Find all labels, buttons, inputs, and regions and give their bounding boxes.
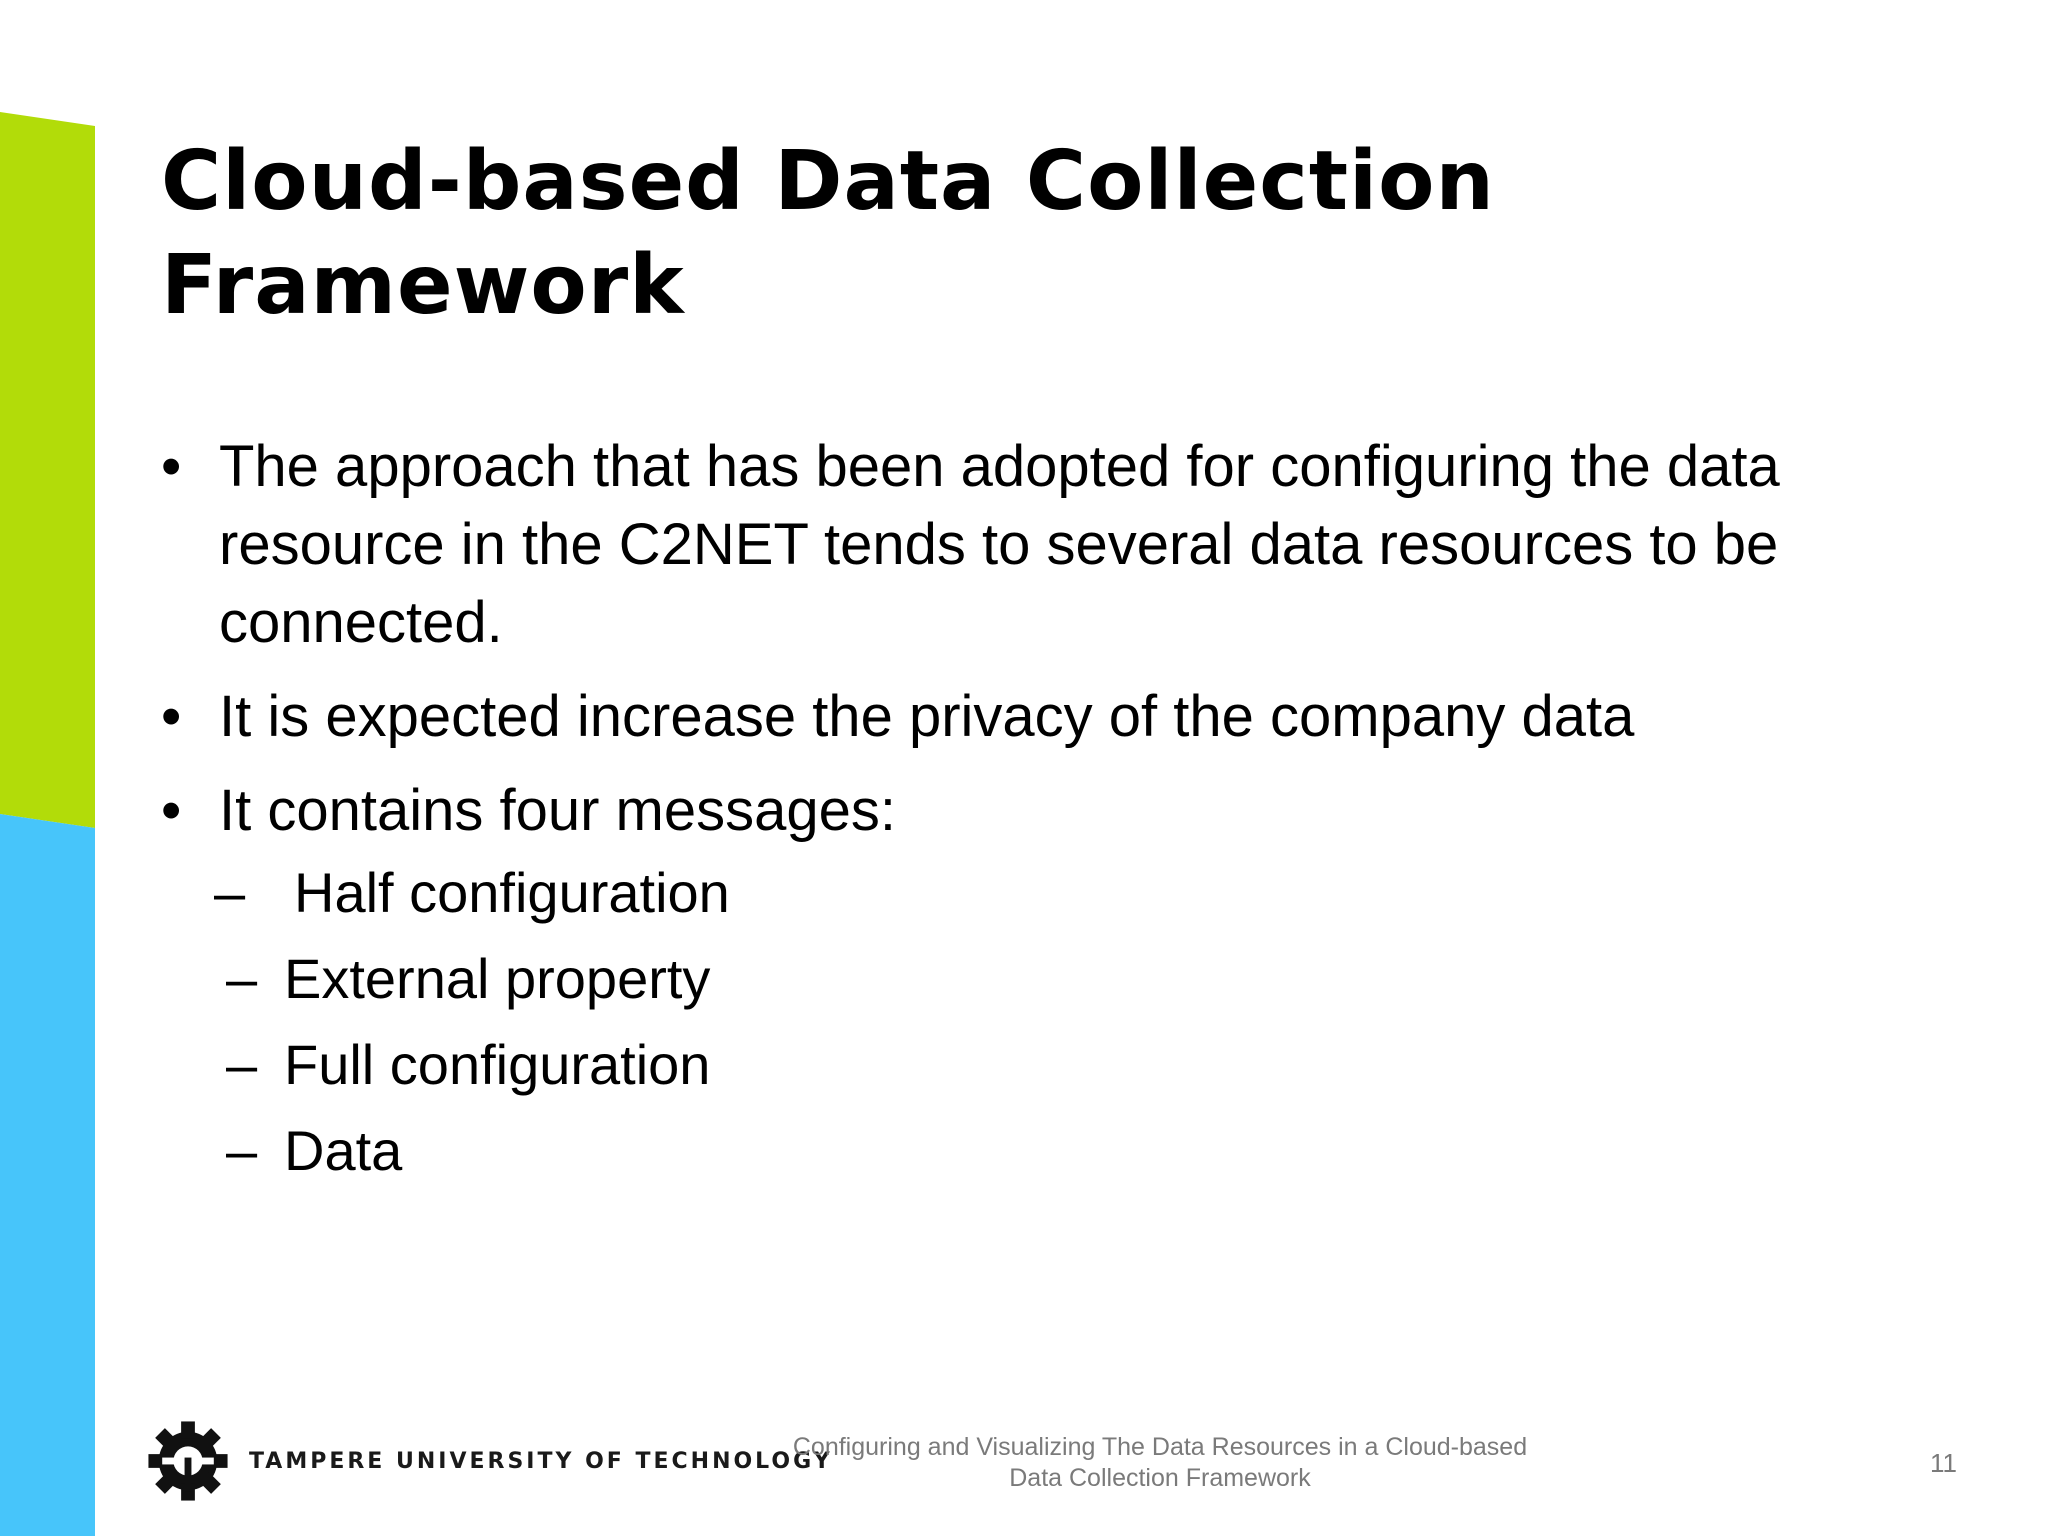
bullet-text: It contains four messages: <box>219 778 896 843</box>
sub-bullet-item <box>226 1022 742 1108</box>
sub-bullet-list <box>214 850 742 1194</box>
page-number: 11 <box>1930 1448 1957 1478</box>
side-accent-bar <box>0 0 95 1536</box>
university-logo <box>145 1418 833 1504</box>
bullet-marker: • <box>161 434 182 499</box>
bullet-text: The approach that has been adopted for configuring the data resource in the C2NET tends to several data resources to be connected. <box>219 434 1780 655</box>
sub-bullet-item <box>226 1108 742 1194</box>
bullet-marker: • <box>161 778 182 843</box>
blue-accent-stripe <box>0 814 95 1536</box>
sub-bullet-text: Half configuration <box>294 861 730 924</box>
bullet-list <box>161 428 1981 866</box>
bullet-text: It is expected increase the privacy of the company data <box>219 684 1635 749</box>
sub-bullet-marker: – <box>226 1033 258 1096</box>
green-accent-stripe <box>0 112 95 828</box>
sub-bullet-item <box>214 850 730 936</box>
bullet-item <box>161 678 1981 756</box>
bullet-item <box>161 428 1981 662</box>
gear-icon <box>145 1418 231 1504</box>
university-name: TAMPERE UNIVERSITY OF TECHNOLOGY <box>249 1448 833 1474</box>
sub-bullet-text: External property <box>284 947 711 1010</box>
slide-title-line-2: Framework <box>161 238 685 333</box>
sub-bullet-marker: – <box>226 947 258 1010</box>
bullet-marker: • <box>161 684 182 749</box>
sub-bullet-item <box>226 936 742 1022</box>
slide-title <box>161 130 1861 338</box>
sub-bullet-text: Data <box>284 1119 403 1182</box>
bullet-item <box>161 772 1981 850</box>
slide-title-line-1: Cloud-based Data Collection <box>161 134 1495 229</box>
sub-bullet-marker: – <box>214 861 246 924</box>
sub-bullet-text: Full configuration <box>284 1033 711 1096</box>
footer-presentation-title: Configuring and Visualizing The Data Resources in a Cloud-based Data Collection Framework <box>792 1433 1528 1492</box>
sub-bullet-marker: – <box>226 1119 258 1182</box>
